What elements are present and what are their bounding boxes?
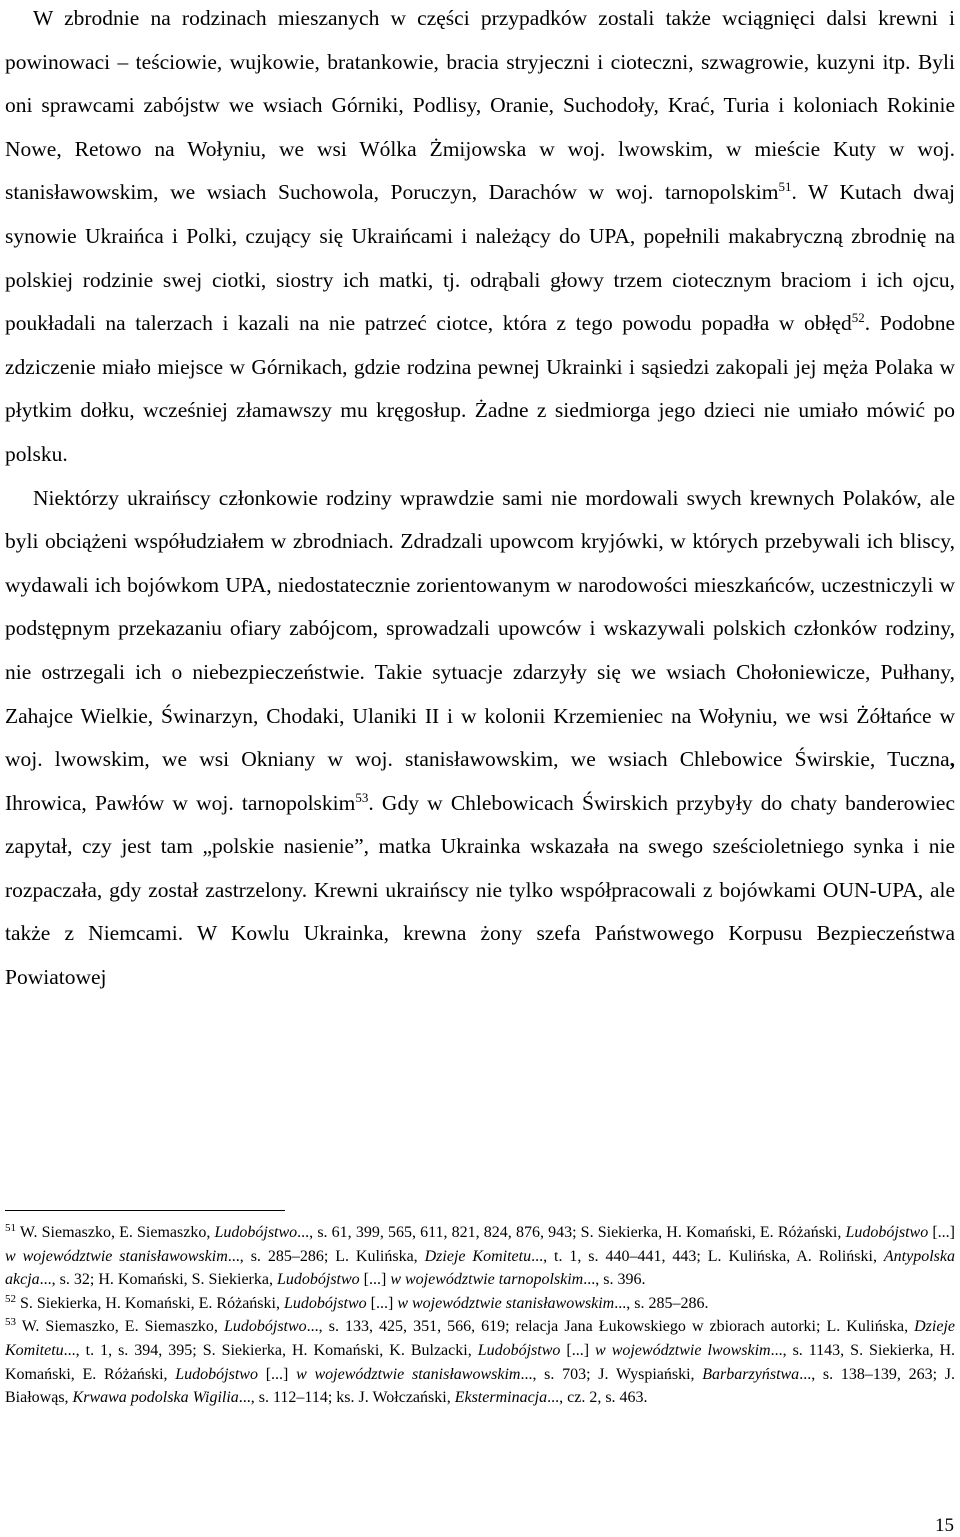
- page-number: 15: [935, 1515, 954, 1536]
- main-text: [5, 0, 955, 1000]
- footnotes: [5, 1221, 955, 1410]
- footnote-ref-53[interactable]: 53: [355, 789, 369, 805]
- paragraph-1: W zbrodnie na rodzinach mieszanych w części przypadków zostali także wciągnięci dalsi krewni i powinowaci – teściowie, wujkowie, bratankowie, bracia stryjeczni i cioteczni, szwagrowie, kuzyni itp. Byli oni sprawcami zabójstw we wsiach Górniki, Podlisy, Oranie, Suchodoły, Krać, Turia i koloniach Rokinie Nowe, Retowo na Wołyniu, we wsi Wólka Żmijowska w woj. lwowskim, w mieście Kuty w woj. stanisławowskim, we wsiach Suchowola, Poruczyn, Darachów w woj. tarnopolskim$^{51}$. W Kutach dwaj synowie Ukraińca i Polki, czujący się Ukraińcami i należący do UPA, popełnili makabryczną zbrodnię na polskiej rodzinie swej ciotki, siostry ich matki, tj. odrąbali głowy trzem ciotecznym braciom i ich ojcu, poukładali na talerzach i kazali na nie patrzeć ciotce, która z tego powodu popadła w obłęd$^{52}$. Podobne zdziczenie miało miejsce w Górnikach, gdzie rodzina pewnej Ukrainki i sąsiedzi zakopali jej męża Polaka w płytkim dołku, wcześniej złamawszy mu kręgosłup. Żadne z siedmiorga jego dzieci nie umiało mówić po polsku.: [5, 6, 956, 466]
- footnote-51: $^{51}$ W. Siemaszko, E. Siemaszko, Ludobójstwo..., s. 61, 399, 565, 611, 821, 824, 876, 943; S. Siekierka, H. Komański, E. Różański, Ludobójstwo [...] w województwie stanisławowskim..., s. 285–286; L. Kulińska, Dzieje Komitetu..., t. 1, s. 440–441, 443; L. Kulińska, A. Roliński, Antypolska akcja..., s. 32; H. Komański, S. Siekierka, Ludobójstwo [...] w województwie tarnopolskim..., s. 396.: [5, 1222, 956, 1289]
- footnote-ref-51[interactable]: 51: [778, 179, 792, 195]
- footnote-separator: [5, 1210, 285, 1211]
- footnote-ref-52[interactable]: 52: [851, 310, 865, 326]
- paragraph-2: Niektórzy ukraińscy członkowie rodziny wprawdzie sami nie mordowali swych krewnych Polaków, ale byli obciążeni współudziałem w zbrodniach. Zdradzali upowcom kryjówki, w których przebywali ich bliscy, wydawali ich bojówkom UPA, niedostatecznie zorientowanym w narodowości mieszkańców, uczestniczyli w podstępnym przekazaniu ofiary zabójcom, sprowadzali upowców i wskazywali polskich członków rodziny, nie ostrzegali ich o niebezpieczeństwie. Takie sytuacje zdarzyły się we wsiach Chołoniewicze, Pułhany, Zahajce Wielkie, Świnarzyn, Chodaki, Ulaniki II i w kolonii Krzemieniec na Wołyniu, we wsi Żółtańce w woj. lwowskim, we wsi Okniany w woj. stanisławowskim, we wsiach Chlebowice Świrskie, Tuczna, Ihrowica, Pawłów w woj. tarnopolskim$^{53}$. Gdy w Chlebowicach Świrskich przybyły do chaty banderowiec zapytał, czy jest tam „polskie nasienie”, matka Ukrainka wskazała na swego sześcioletniego synka i nie rozpaczała, gdy został zastrzelony. Krewni ukraińscy nie tylko współpracowali z bojówkami OUN-UPA, ale także z Niemcami. W Kowlu Ukrainka, krewna żony szefa Państwowego Korpusu Bezpieczeństwa Powiatowej: [5, 485, 955, 990]
- footnote-52: $^{52}$ S. Siekierka, H. Komański, E. Różański, Ludobójstwo [...] w województwie stanisławowskim..., s. 285–286.: [5, 1292, 709, 1312]
- footnote-53: $^{53}$ W. Siemaszko, E. Siemaszko, Ludobójstwo..., s. 133, 425, 351, 566, 619; relacja Jana Łukowskiego w zbiorach autorki; L. Kulińska, Dzieje Komitetu..., t. 1, s. 394, 395; S. Siekierka, H. Komański, K. Bulzacki, Ludobójstwo [...] w województwie lwowskim..., s. 1143, S. Siekierka, H. Komański, E. Różański, Ludobójstwo [...] w województwie stanisławowskim..., s. 703; J. Wyspiański, Barbarzyństwa..., s. 138–139, 263; J. Białowąs, Krwawa podolska Wigilia..., s. 112–114; ks. J. Wołczański, Eksterminacja..., cz. 2, s. 463.: [5, 1316, 956, 1407]
